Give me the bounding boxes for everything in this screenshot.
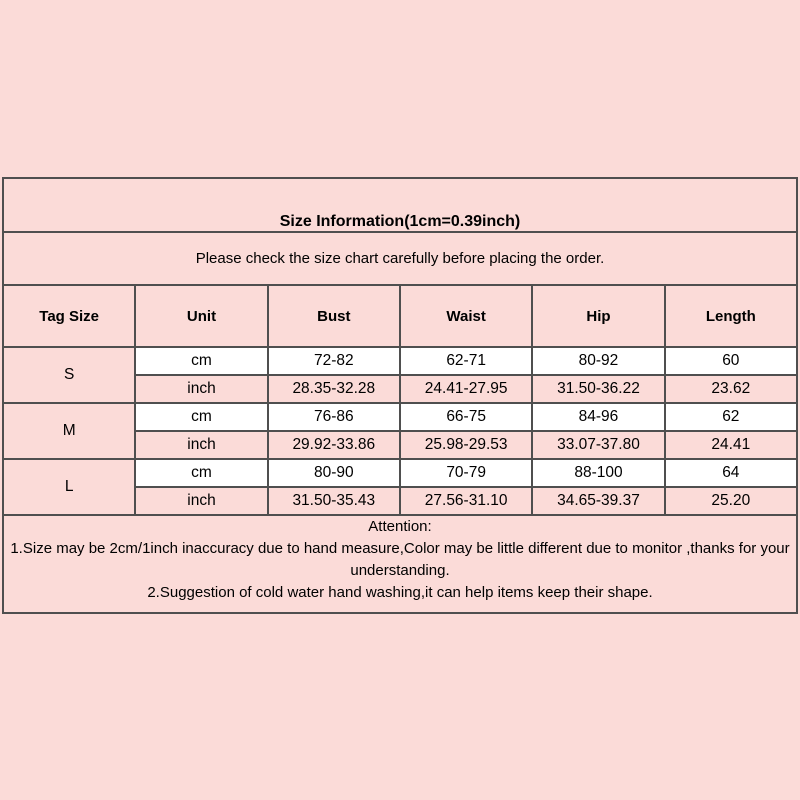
- column-header-hip: Hip: [532, 285, 664, 347]
- size-chart-table: [2, 177, 798, 614]
- cell-s-bust-inch: 28.35-32.28: [268, 375, 400, 403]
- table-subtitle: Please check the size chart carefully before placing the order.: [3, 232, 797, 285]
- cell-l-bust-cm: 80-90: [268, 459, 400, 487]
- cell-l-length-cm: 64: [665, 459, 797, 487]
- table-title: Size Information(1cm=0.39inch): [3, 178, 797, 232]
- cell-s-hip-inch: 31.50-36.22: [532, 375, 664, 403]
- cell-m-bust-inch: 29.92-33.86: [268, 431, 400, 459]
- attention-note: [3, 515, 797, 613]
- unit-label-cm: cm: [135, 347, 267, 375]
- table-row-s-cm: [3, 347, 797, 375]
- cell-l-hip-inch: 34.65-39.37: [532, 487, 664, 515]
- cell-s-length-cm: 60: [665, 347, 797, 375]
- attention-note-1: 1.Size may be 2cm/1inch inaccuracy due to hand measure,Color may be little different due to monitor ,thanks for your understanding.: [10, 540, 790, 579]
- column-header-tag-size: Tag Size: [3, 285, 135, 347]
- subtitle-row: [3, 232, 797, 285]
- column-header-unit: Unit: [135, 285, 267, 347]
- cell-l-waist-cm: 70-79: [400, 459, 532, 487]
- cell-m-length-inch: 24.41: [665, 431, 797, 459]
- cell-s-length-inch: 23.62: [665, 375, 797, 403]
- cell-m-hip-cm: 84-96: [532, 403, 664, 431]
- cell-m-hip-inch: 33.07-37.80: [532, 431, 664, 459]
- size-tag-m: M: [3, 403, 135, 459]
- size-tag-l: L: [3, 459, 135, 515]
- column-header-row: [3, 285, 797, 347]
- attention-row: [3, 515, 797, 613]
- column-header-waist: Waist: [400, 285, 532, 347]
- cell-s-waist-cm: 62-71: [400, 347, 532, 375]
- cell-s-waist-inch: 24.41-27.95: [400, 375, 532, 403]
- attention-note-2: 2.Suggestion of cold water hand washing,it can help items keep their shape.: [147, 584, 653, 601]
- unit-label-inch: inch: [135, 487, 267, 515]
- unit-label-inch: inch: [135, 375, 267, 403]
- cell-s-hip-cm: 80-92: [532, 347, 664, 375]
- cell-m-waist-cm: 66-75: [400, 403, 532, 431]
- cell-m-length-cm: 62: [665, 403, 797, 431]
- table-row-m-cm: [3, 403, 797, 431]
- table-row-l-cm: [3, 459, 797, 487]
- unit-label-cm: cm: [135, 403, 267, 431]
- cell-m-waist-inch: 25.98-29.53: [400, 431, 532, 459]
- attention-heading: Attention:: [368, 518, 432, 535]
- cell-l-hip-cm: 88-100: [532, 459, 664, 487]
- cell-l-waist-inch: 27.56-31.10: [400, 487, 532, 515]
- column-header-bust: Bust: [268, 285, 400, 347]
- cell-s-bust-cm: 72-82: [268, 347, 400, 375]
- unit-label-cm: cm: [135, 459, 267, 487]
- cell-l-length-inch: 25.20: [665, 487, 797, 515]
- title-row: [3, 178, 797, 232]
- cell-m-bust-cm: 76-86: [268, 403, 400, 431]
- cell-l-bust-inch: 31.50-35.43: [268, 487, 400, 515]
- column-header-length: Length: [665, 285, 797, 347]
- unit-label-inch: inch: [135, 431, 267, 459]
- size-tag-s: S: [3, 347, 135, 403]
